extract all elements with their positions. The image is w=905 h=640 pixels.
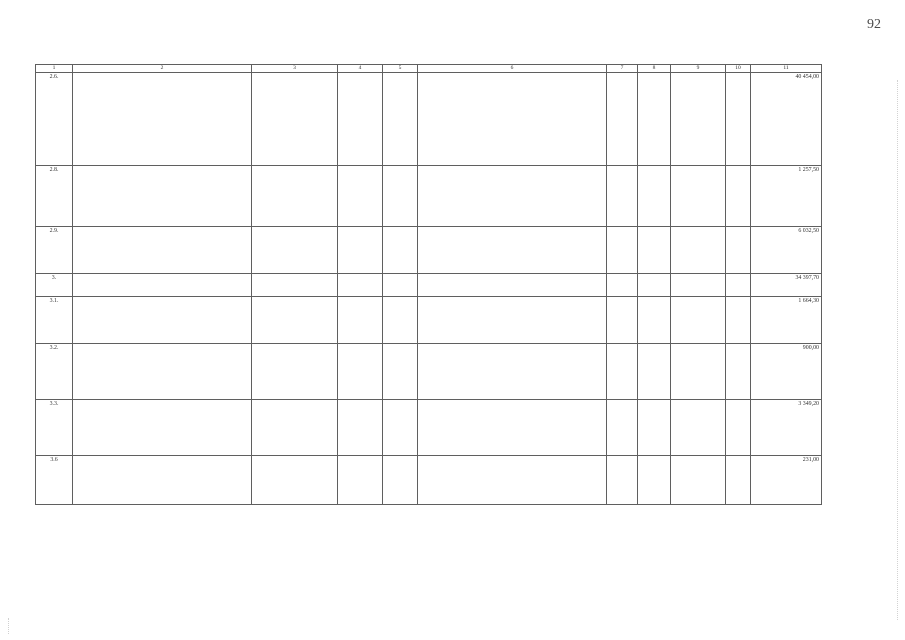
page-number: 92 [867, 17, 881, 32]
row-code-3 [671, 227, 726, 274]
header-col-11: 11 [751, 65, 822, 73]
row-result [418, 456, 607, 505]
table-row [36, 400, 822, 456]
header-col-8: 8 [638, 65, 671, 73]
scan-bottom-dots [8, 618, 10, 634]
row-code-4 [726, 227, 751, 274]
row-responsible [252, 297, 338, 344]
row-code-1 [607, 73, 638, 166]
row-name [73, 400, 252, 456]
table-row [36, 274, 822, 297]
row-code-1 [607, 166, 638, 227]
row-responsible [252, 166, 338, 227]
row-id: 2.8. [36, 166, 73, 227]
row-code-3 [671, 166, 726, 227]
row-amount: 3 349,20 [751, 400, 822, 456]
row-code-3 [671, 73, 726, 166]
row-name [73, 274, 252, 297]
row-amount: 1 257,50 [751, 166, 822, 227]
row-code-3 [671, 297, 726, 344]
table-row [36, 73, 822, 166]
row-responsible [252, 227, 338, 274]
row-code-3 [671, 344, 726, 400]
row-start [338, 344, 383, 400]
row-name [73, 227, 252, 274]
row-name [73, 73, 252, 166]
row-code-4 [726, 456, 751, 505]
row-start [338, 274, 383, 297]
header-col-6: 6 [418, 65, 607, 73]
row-amount: 900,00 [751, 344, 822, 400]
row-code-2 [638, 400, 671, 456]
row-code-3 [671, 274, 726, 297]
header-col-2: 2 [73, 65, 252, 73]
row-code-2 [638, 227, 671, 274]
row-id: 3.1. [36, 297, 73, 344]
table-header-row [36, 65, 822, 73]
row-end [383, 274, 418, 297]
row-end [383, 344, 418, 400]
row-code-2 [638, 344, 671, 400]
row-responsible [252, 456, 338, 505]
row-code-3 [671, 456, 726, 505]
header-col-4: 4 [338, 65, 383, 73]
scan-edge-dots [897, 80, 899, 620]
table-row [36, 227, 822, 274]
row-result [418, 166, 607, 227]
row-id: 2.9. [36, 227, 73, 274]
row-end [383, 227, 418, 274]
row-responsible [252, 344, 338, 400]
row-end [383, 297, 418, 344]
row-name [73, 344, 252, 400]
document-sheet [35, 64, 821, 505]
table-row [36, 297, 822, 344]
row-start [338, 297, 383, 344]
row-end [383, 166, 418, 227]
row-id: 3.6 [36, 456, 73, 505]
header-col-3: 3 [252, 65, 338, 73]
table-row [36, 166, 822, 227]
row-code-1 [607, 400, 638, 456]
table-row [36, 344, 822, 400]
header-col-1: 1 [36, 65, 73, 73]
row-result [418, 73, 607, 166]
row-code-1 [607, 297, 638, 344]
row-code-4 [726, 344, 751, 400]
row-code-3 [671, 400, 726, 456]
row-code-1 [607, 344, 638, 400]
row-code-2 [638, 274, 671, 297]
row-end [383, 400, 418, 456]
row-start [338, 166, 383, 227]
header-col-5: 5 [383, 65, 418, 73]
row-code-4 [726, 166, 751, 227]
row-code-4 [726, 400, 751, 456]
header-col-7: 7 [607, 65, 638, 73]
row-code-4 [726, 274, 751, 297]
row-result [418, 227, 607, 274]
row-code-4 [726, 73, 751, 166]
row-code-2 [638, 73, 671, 166]
row-amount: 6 032,50 [751, 227, 822, 274]
row-end [383, 456, 418, 505]
table-row [36, 456, 822, 505]
header-col-9: 9 [671, 65, 726, 73]
row-start [338, 456, 383, 505]
row-amount: 34 397,70 [751, 274, 822, 297]
row-result [418, 297, 607, 344]
row-id: 2.6. [36, 73, 73, 166]
program-table [35, 64, 822, 505]
row-name [73, 166, 252, 227]
row-code-1 [607, 227, 638, 274]
row-name [73, 297, 252, 344]
row-amount: 231,00 [751, 456, 822, 505]
row-code-2 [638, 166, 671, 227]
row-code-1 [607, 456, 638, 505]
row-name [73, 456, 252, 505]
row-code-1 [607, 274, 638, 297]
row-result [418, 274, 607, 297]
row-code-2 [638, 456, 671, 505]
row-result [418, 344, 607, 400]
row-amount: 1 664,30 [751, 297, 822, 344]
row-id: 3.2. [36, 344, 73, 400]
header-col-10: 10 [726, 65, 751, 73]
row-amount: 40 454,00 [751, 73, 822, 166]
row-start [338, 73, 383, 166]
row-end [383, 73, 418, 166]
row-responsible [252, 400, 338, 456]
row-id: 3.3. [36, 400, 73, 456]
row-start [338, 227, 383, 274]
row-responsible [252, 274, 338, 297]
row-responsible [252, 73, 338, 166]
row-code-4 [726, 297, 751, 344]
row-result [418, 400, 607, 456]
row-id: 3. [36, 274, 73, 297]
row-start [338, 400, 383, 456]
row-code-2 [638, 297, 671, 344]
